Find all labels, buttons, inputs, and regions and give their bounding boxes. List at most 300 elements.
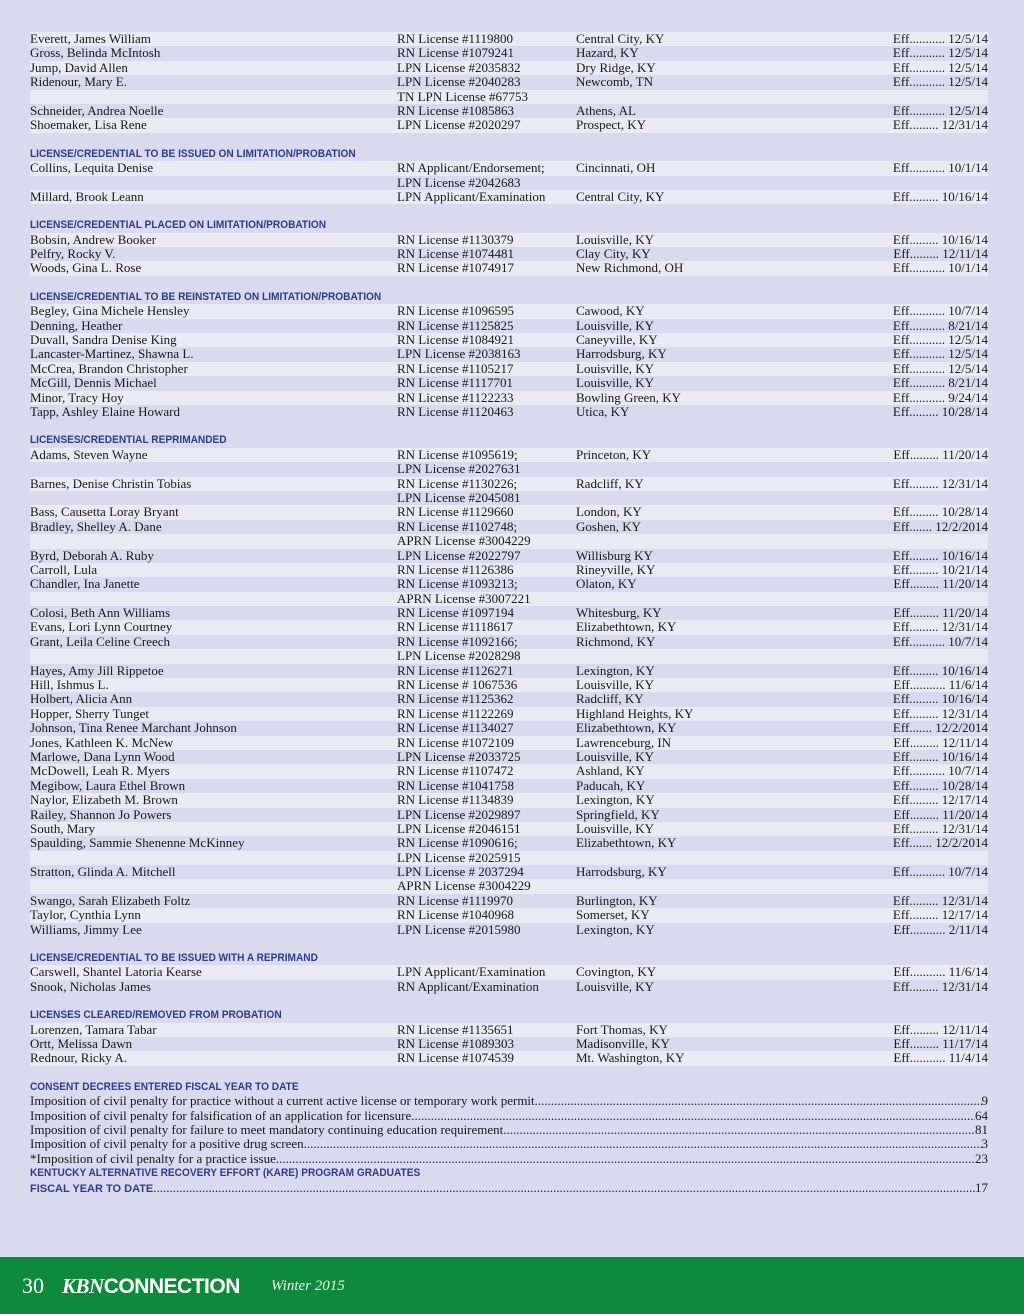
license-info: RN License #1117701	[397, 375, 514, 391]
table-row	[30, 46, 988, 60]
effective-date: Eff........... 12/5/14	[892, 31, 988, 46]
license-info: LPN License #2022797	[397, 547, 521, 563]
license-info: APRN License #3007221	[397, 590, 531, 606]
licensee-name: Stratton, Glinda A. Mitchell	[30, 864, 176, 880]
license-info: APRN License #3004229	[397, 533, 531, 549]
license-info: RN License #1105217	[397, 360, 514, 376]
licensee-name: Bobsin, Andrew Booker	[30, 231, 157, 247]
effective-date: Eff........... 10/7/14	[892, 633, 988, 649]
table-row	[30, 319, 988, 333]
license-info: LPN License #2025915	[397, 849, 521, 865]
location: Louisville, KY	[576, 375, 654, 391]
section-heading: LICENSE/CREDENTIAL TO BE ISSUED WITH A REPRIMAND	[30, 952, 318, 965]
licensee-name: Lancaster-Martinez, Shawna L.	[30, 346, 194, 362]
table-row	[30, 333, 988, 347]
licensee-name: Ortt, Melissa Dawn	[30, 1036, 133, 1051]
location: Cawood, KY	[576, 303, 645, 319]
table-row	[30, 851, 988, 865]
table-row	[30, 664, 988, 678]
location: Burlington, KY	[576, 892, 658, 908]
licensee-name: Begley, Gina Michele Hensley	[30, 303, 190, 319]
effective-date: Eff......... 11/20/14	[893, 806, 988, 822]
table-row	[30, 923, 988, 937]
licensee-name: McCrea, Brandon Christopher	[30, 360, 188, 376]
table-row	[30, 505, 988, 519]
licensee-name: Naylor, Elizabeth M. Brown	[30, 792, 178, 808]
license-info: RN License #1095619;	[397, 446, 518, 462]
license-info: RN Applicant/Examination	[397, 978, 539, 994]
effective-date: Eff........... 10/1/14	[892, 260, 988, 276]
effective-date: Eff........... 12/5/14	[892, 360, 988, 376]
table-row	[30, 620, 988, 634]
effective-date: Eff......... 10/16/14	[892, 547, 988, 563]
license-info: LPN License #2040283	[397, 74, 521, 90]
table-row	[30, 104, 988, 118]
effective-date: Eff......... 10/21/14	[892, 561, 988, 577]
consent-item-count: 64	[975, 1108, 988, 1123]
table-row	[30, 491, 988, 505]
license-info: RN License #1122269	[397, 705, 514, 721]
table-row	[30, 75, 988, 89]
effective-date: Eff........... 12/5/14	[892, 45, 988, 61]
location: Olaton, KY	[576, 576, 637, 592]
table-row	[30, 520, 988, 534]
licensee-name: Jones, Kathleen K. McNew	[30, 734, 174, 750]
effective-date: Eff......... 11/17/14	[893, 1036, 988, 1051]
license-info: RN License #1134839	[397, 792, 514, 808]
license-info: RN License #1122233	[397, 389, 514, 405]
location: Louisville, KY	[576, 360, 654, 376]
logo-kbn: KBN	[62, 1274, 104, 1298]
licensee-name: Jump, David Allen	[30, 59, 128, 75]
table-row	[30, 462, 988, 476]
license-info: RN License #1126271	[397, 662, 514, 678]
location: Louisville, KY	[576, 748, 654, 764]
effective-date: Eff......... 12/17/14	[892, 907, 988, 923]
effective-date: Eff......... 11/20/14	[893, 576, 988, 592]
licensee-name: Johnson, Tina Renee Marchant Johnson	[30, 720, 237, 736]
effective-date: Eff......... 10/16/14	[892, 662, 988, 678]
license-info: LPN License #2029897	[397, 806, 521, 822]
effective-date: Eff....... 12/2/2014	[892, 835, 988, 851]
effective-date: Eff......... 10/16/14	[892, 748, 988, 764]
license-info: RN License #1102748;	[397, 518, 518, 534]
licensee-name: Minor, Tracy Hoy	[30, 389, 124, 405]
license-info: TN LPN License #67753	[397, 88, 529, 104]
consent-item-label: Imposition of civil penalty for practice without a current active license or temporary work permit	[30, 1094, 535, 1109]
licensee-name: Spaulding, Sammie Shenenne McKinney	[30, 835, 245, 851]
licensee-name: Bradley, Shelley A. Dane	[30, 518, 162, 534]
location: Goshen, KY	[576, 518, 641, 534]
location: Prospect, KY	[576, 117, 647, 133]
consent-item-count: 81	[975, 1122, 988, 1137]
license-info: LPN License #2033725	[397, 748, 521, 764]
license-info: RN License #1130379	[397, 231, 514, 247]
effective-date: Eff........... 11/6/14	[893, 964, 988, 980]
table-row	[30, 261, 988, 275]
location: Somerset, KY	[576, 907, 650, 923]
consent-item-label: Imposition of civil penalty for failure to meet mandatory continuing education requirement	[30, 1122, 504, 1137]
effective-date: Eff....... 12/2/2014	[892, 720, 988, 736]
location: Highland Heights, KY	[576, 705, 694, 721]
effective-date: Eff....... 12/2/2014	[892, 518, 988, 534]
effective-date: Eff........... 10/7/14	[892, 763, 988, 779]
license-info: LPN License #2027631	[397, 461, 521, 477]
location: Paducah, KY	[576, 777, 646, 793]
location: Central City, KY	[576, 31, 665, 46]
effective-date: Eff......... 10/28/14	[892, 403, 988, 419]
effective-date: Eff......... 11/20/14	[893, 605, 988, 621]
licensee-name: Megibow, Laura Ethel Brown	[30, 777, 186, 793]
table-row	[30, 980, 988, 994]
license-info: RN License #1126386	[397, 561, 514, 577]
licensee-name: Holbert, Alicia Ann	[30, 691, 133, 707]
table-row	[30, 635, 988, 649]
location: Fort Thomas, KY	[576, 1021, 668, 1037]
location: Elizabethtown, KY	[576, 835, 677, 851]
license-info: RN Applicant/Endorsement;	[397, 160, 545, 176]
table-row	[30, 32, 988, 46]
location: Lexington, KY	[576, 792, 655, 808]
location: Lexington, KY	[576, 662, 655, 678]
location: Athens, AL	[576, 102, 636, 118]
licensee-name: Collins, Lequita Denise	[30, 160, 154, 176]
effective-date: Eff......... 12/31/14	[892, 892, 988, 908]
licensee-name: Swango, Sarah Elizabeth Foltz	[30, 892, 191, 908]
licensee-name: McGill, Dennis Michael	[30, 375, 157, 391]
page-footer	[0, 1257, 1024, 1314]
license-info: RN License #1107472	[397, 763, 514, 779]
dot-leader	[304, 1137, 982, 1151]
consent-decree-item	[30, 1152, 988, 1166]
license-info: RN License #1074481	[397, 246, 514, 262]
effective-date: Eff......... 11/20/14	[893, 446, 988, 462]
table-row	[30, 1023, 988, 1037]
location: Lawrenceburg, IN	[576, 734, 672, 750]
table-row	[30, 247, 988, 261]
effective-date: Eff......... 12/17/14	[892, 792, 988, 808]
logo-connection: CONNECTION	[103, 1275, 240, 1298]
table-row	[30, 678, 988, 692]
location: Rineyville, KY	[576, 561, 656, 577]
table-row	[30, 908, 988, 922]
license-info: APRN License #3004229	[397, 878, 531, 894]
licensee-name: Grant, Leila Celine Creech	[30, 633, 171, 649]
license-info: LPN License #2020297	[397, 117, 521, 133]
table-row	[30, 865, 988, 879]
licensee-name: Williams, Jimmy Lee	[30, 921, 142, 937]
effective-date: Eff......... 12/31/14	[892, 978, 988, 994]
consent-decree-item	[30, 1094, 988, 1108]
license-info: LPN License #2015980	[397, 921, 521, 937]
license-info: RN License # 1067536	[397, 677, 518, 693]
kare-count: 17	[975, 1180, 988, 1195]
licensee-name: Adams, Steven Wayne	[30, 446, 148, 462]
licensee-name: Everett, James William	[30, 31, 151, 46]
section-heading: LICENSES CLEARED/REMOVED FROM PROBATION	[30, 1009, 282, 1022]
effective-date: Eff........... 2/11/14	[893, 921, 988, 937]
location: Elizabethtown, KY	[576, 720, 677, 736]
effective-date: Eff........... 8/21/14	[892, 375, 988, 391]
license-info: RN License #1134027	[397, 720, 514, 736]
licensee-name: Hopper, Sherry Tunget	[30, 705, 150, 721]
effective-date: Eff........... 12/5/14	[892, 74, 988, 90]
location: Radcliff, KY	[576, 475, 644, 491]
license-info: RN License #1130226;	[397, 475, 518, 491]
section-heading: LICENSE/CREDENTIAL PLACED ON LIMITATION/PROBATION	[30, 219, 327, 232]
table-row	[30, 161, 988, 175]
table-row	[30, 376, 988, 390]
effective-date: Eff......... 10/16/14	[892, 188, 988, 204]
location: Harrodsburg, KY	[576, 346, 667, 362]
location: Whitesburg, KY	[576, 605, 662, 621]
license-info: RN License #1129660	[397, 504, 514, 520]
consent-item-count: 3	[981, 1137, 988, 1152]
location: Elizabethtown, KY	[576, 619, 677, 635]
licensee-name: Hill, Ishmus L.	[30, 677, 109, 693]
location: Ashland, KY	[576, 763, 645, 779]
table-row	[30, 894, 988, 908]
effective-date: Eff......... 12/31/14	[892, 475, 988, 491]
table-row	[30, 736, 988, 750]
effective-date: Eff......... 10/16/14	[892, 231, 988, 247]
license-info: RN License #1118617	[397, 619, 514, 635]
effective-date: Eff......... 10/28/14	[892, 504, 988, 520]
dot-leader	[535, 1094, 982, 1108]
licensee-name: Railey, Shannon Jo Powers	[30, 806, 172, 822]
licensee-name: Rednour, Ricky A.	[30, 1050, 127, 1066]
licensee-name: McDowell, Leah R. Myers	[30, 763, 170, 779]
table-row	[30, 808, 988, 822]
consent-item-count: 9	[981, 1094, 988, 1109]
licensee-name: Marlowe, Dana Lynn Wood	[30, 748, 175, 764]
licensee-name: South, Mary	[30, 820, 95, 836]
license-info: RN License #1125825	[397, 317, 514, 333]
license-info: LPN License #2035832	[397, 59, 521, 75]
effective-date: Eff......... 12/11/14	[893, 246, 988, 262]
effective-date: Eff........... 12/5/14	[892, 346, 988, 362]
table-row	[30, 347, 988, 361]
location: Central City, KY	[576, 188, 665, 204]
table-row	[30, 965, 988, 979]
location: Utica, KY	[576, 403, 630, 419]
location: Louisville, KY	[576, 231, 654, 247]
licensee-name: Bass, Causetta Loray Bryant	[30, 504, 179, 520]
licensee-name: Carswell, Shantel Latoria Kearse	[30, 964, 202, 980]
table-row	[30, 879, 988, 893]
effective-date: Eff........... 10/1/14	[892, 160, 988, 176]
license-info: RN License #1074917	[397, 260, 514, 276]
table-row	[30, 779, 988, 793]
consent-item-count: 23	[975, 1151, 988, 1166]
licensee-name: Evans, Lori Lynn Courtney	[30, 619, 173, 635]
consent-decree-item	[30, 1109, 988, 1123]
effective-date: Eff......... 12/31/14	[892, 619, 988, 635]
licensee-name: Duvall, Sandra Denise King	[30, 332, 177, 348]
license-info: RN License #1096595	[397, 303, 514, 319]
license-info: RN License #1093213;	[397, 576, 518, 592]
dot-leader	[153, 1181, 975, 1195]
license-info: LPN License #2042683	[397, 174, 521, 190]
table-row	[30, 649, 988, 663]
table-row	[30, 391, 988, 405]
dot-leader	[276, 1152, 975, 1166]
license-info: RN License #1119970	[397, 892, 514, 908]
license-info: LPN License # 2037294	[397, 864, 524, 880]
location: Willisburg KY	[576, 547, 653, 563]
license-info: RN License #1089303	[397, 1036, 514, 1051]
licensee-name: Hayes, Amy Jill Rippetoe	[30, 662, 164, 678]
table-row	[30, 1037, 988, 1051]
license-info: LPN License #2046151	[397, 820, 521, 836]
location: Newcomb, TN	[576, 74, 654, 90]
license-info: RN License #1120463	[397, 403, 514, 419]
effective-date: Eff........... 8/21/14	[892, 317, 988, 333]
consent-decrees-heading: CONSENT DECREES ENTERED FISCAL YEAR TO DATE	[30, 1080, 299, 1093]
publication-logo	[62, 1274, 240, 1299]
licensee-name: Pelfry, Rocky V.	[30, 246, 116, 262]
effective-date: Eff......... 12/31/14	[892, 117, 988, 133]
table-row	[30, 448, 988, 462]
table-row	[30, 405, 988, 419]
license-info: RN License #1135651	[397, 1021, 514, 1037]
effective-date: Eff........... 11/6/14	[893, 677, 988, 693]
consent-item-label: *Imposition of civil penalty for a practice issue	[30, 1151, 276, 1166]
location: Springfield, KY	[576, 806, 660, 822]
licensee-name: Lorenzen, Tamara Tabar	[30, 1021, 157, 1037]
table-row	[30, 61, 988, 75]
table-row	[30, 606, 988, 620]
location: Radcliff, KY	[576, 691, 644, 707]
licensee-name: Snook, Nicholas James	[30, 978, 151, 994]
table-row	[30, 721, 988, 735]
licensee-name: Woods, Gina L. Rose	[30, 260, 142, 276]
licensee-name: Taylor, Cynthia Lynn	[30, 907, 141, 923]
table-row	[30, 822, 988, 836]
table-row	[30, 190, 988, 204]
license-info: RN License #1097194	[397, 605, 514, 621]
table-row	[30, 793, 988, 807]
location: Caneyville, KY	[576, 332, 658, 348]
location: Lexington, KY	[576, 921, 655, 937]
license-info: LPN Applicant/Examination	[397, 964, 546, 980]
effective-date: Eff......... 10/28/14	[892, 777, 988, 793]
effective-date: Eff......... 12/11/14	[893, 734, 988, 750]
section-heading: LICENSES/CREDENTIAL REPRIMANDED	[30, 434, 227, 447]
licensee-name: Byrd, Deborah A. Ruby	[30, 547, 154, 563]
table-row	[30, 764, 988, 778]
license-info: LPN License #2045081	[397, 489, 521, 505]
table-row	[30, 577, 988, 591]
effective-date: Eff......... 10/16/14	[892, 691, 988, 707]
page-number: 30	[22, 1273, 44, 1298]
licensee-name: Ridenour, Mary E.	[30, 74, 127, 90]
licensee-name: Colosi, Beth Ann Williams	[30, 605, 171, 621]
location: Bowling Green, KY	[576, 389, 682, 405]
effective-date: Eff......... 12/11/14	[893, 1021, 988, 1037]
location: Cincinnati, OH	[576, 160, 656, 176]
effective-date: Eff......... 12/31/14	[892, 820, 988, 836]
licensee-name: Barnes, Denise Christin Tobias	[30, 475, 192, 491]
location: Louisville, KY	[576, 677, 654, 693]
licensee-name: Shoemaker, Lisa Rene	[30, 117, 147, 133]
consent-item-label: Imposition of civil penalty for a positive drug screen	[30, 1137, 304, 1152]
table-row	[30, 534, 988, 548]
location: Harrodsburg, KY	[576, 864, 667, 880]
section-heading: LICENSE/CREDENTIAL TO BE REINSTATED ON LIMITATION/PROBATION	[30, 290, 382, 303]
table-row	[30, 707, 988, 721]
licensee-name: Schneider, Andrea Noelle	[30, 102, 164, 118]
location: Clay City, KY	[576, 246, 651, 262]
location: London, KY	[576, 504, 642, 520]
location: New Richmond, OH	[576, 260, 684, 276]
effective-date: Eff........... 11/4/14	[893, 1050, 988, 1066]
effective-date: Eff......... 12/31/14	[892, 705, 988, 721]
license-info: RN License #1072109	[397, 734, 514, 750]
location: Covington, KY	[576, 964, 657, 980]
effective-date: Eff........... 9/24/14	[892, 389, 988, 405]
license-info: RN License #1119800	[397, 31, 514, 46]
effective-date: Eff........... 12/5/14	[892, 332, 988, 348]
consent-decree-item	[30, 1123, 988, 1137]
location: Princeton, KY	[576, 446, 652, 462]
licensee-name: Millard, Brook Leann	[30, 188, 144, 204]
location: Hazard, KY	[576, 45, 639, 61]
table-row	[30, 1051, 988, 1065]
license-info: RN License #1084921	[397, 332, 514, 348]
effective-date: Eff........... 12/5/14	[892, 102, 988, 118]
location: Madisonville, KY	[576, 1036, 670, 1051]
effective-date: Eff........... 10/7/14	[892, 864, 988, 880]
licensee-name: Gross, Belinda McIntosh	[30, 45, 161, 61]
license-info: LPN License #2038163	[397, 346, 521, 362]
effective-date: Eff........... 12/5/14	[892, 59, 988, 75]
location: Louisville, KY	[576, 317, 654, 333]
location: Louisville, KY	[576, 820, 654, 836]
table-row	[30, 304, 988, 318]
kare-total-row	[30, 1181, 988, 1195]
table-row	[30, 563, 988, 577]
table-row	[30, 90, 988, 104]
license-info: RN License #1085863	[397, 102, 514, 118]
effective-date: Eff........... 10/7/14	[892, 303, 988, 319]
table-row	[30, 233, 988, 247]
location: Louisville, KY	[576, 978, 654, 994]
license-info: RN License #1090616;	[397, 835, 518, 851]
table-row	[30, 477, 988, 491]
licensee-name: Chandler, Ina Janette	[30, 576, 140, 592]
table-row	[30, 836, 988, 850]
licensee-name: Denning, Heather	[30, 317, 123, 333]
license-info: RN License #1074539	[397, 1050, 514, 1066]
consent-decree-item	[30, 1137, 988, 1151]
section-heading: LICENSE/CREDENTIAL TO BE ISSUED ON LIMITATION/PROBATION	[30, 147, 356, 160]
table-row	[30, 118, 988, 132]
location: Richmond, KY	[576, 633, 656, 649]
license-info: LPN Applicant/Examination	[397, 188, 546, 204]
licensee-name: Tapp, Ashley Elaine Howard	[30, 403, 180, 419]
license-info: RN License #1040968	[397, 907, 514, 923]
license-info: RN License #1092166;	[397, 633, 518, 649]
kare-heading: KENTUCKY ALTERNATIVE RECOVERY EFFORT (KARE) PROGRAM GRADUATES	[30, 1167, 421, 1180]
disciplinary-actions-list	[30, 32, 988, 1195]
table-row	[30, 592, 988, 606]
license-info: LPN License #2028298	[397, 648, 521, 664]
table-row	[30, 692, 988, 706]
table-row	[30, 750, 988, 764]
table-row	[30, 176, 988, 190]
location: Dry Ridge, KY	[576, 59, 656, 75]
